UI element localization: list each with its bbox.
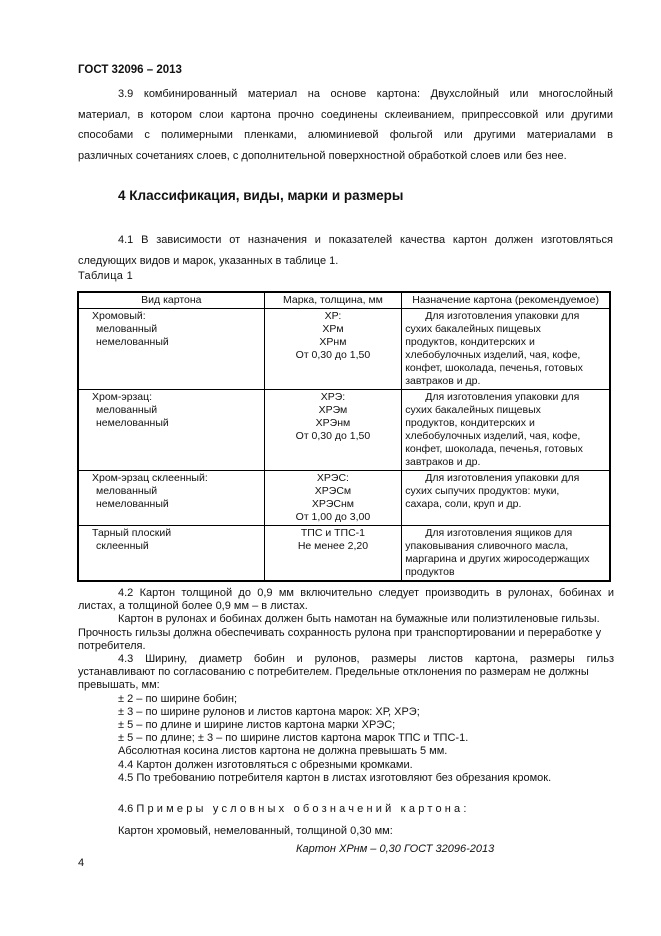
cell-line: Хром-эрзац: bbox=[92, 391, 153, 403]
cell-line: сухих бакалейных пищевых bbox=[405, 404, 541, 416]
cell-line: Тарный плоский bbox=[92, 527, 172, 539]
cell-line: сухих бакалейных пищевых bbox=[405, 323, 541, 335]
cell-line: мелованный bbox=[96, 323, 158, 335]
paragraph-line: листах, а толщиной более 0,9 мм – в листах. bbox=[78, 600, 308, 613]
classification-table bbox=[77, 291, 611, 582]
paragraph-line: Картон в рулонах и бобинах должен быть намотан на бумажные или полиэтиленовые гильзы. bbox=[118, 613, 600, 626]
designation-example: Картон ХРнм – 0,30 ГОСТ 32096-2013 bbox=[296, 843, 495, 855]
section-4-6-title bbox=[118, 803, 470, 815]
cell-line: От 0,30 до 1,50 bbox=[295, 349, 371, 361]
cell-line: сахара, соли, круп и др. bbox=[405, 498, 522, 510]
mark-cell bbox=[264, 526, 402, 582]
cell-line: продуктов bbox=[405, 566, 455, 578]
paragraph-3-9 bbox=[78, 84, 613, 166]
cell-line: хлебобулочных изделий, чая, кофе, bbox=[405, 349, 581, 361]
cell-line: ХРЭ: bbox=[320, 391, 346, 403]
section-heading: 4 Классификация, виды, марки и размеры bbox=[118, 188, 404, 203]
paragraph-line: 4.2 Картон толщиной до 0,9 мм включительно следует производить в рулонах, бобинах и bbox=[118, 587, 614, 599]
page-number: 4 bbox=[78, 857, 85, 869]
cell-line: продуктов, кондитерских и bbox=[405, 336, 535, 348]
cell-line: мелованный bbox=[96, 404, 158, 416]
section-number: 4.6 bbox=[118, 803, 134, 815]
paragraph-line: 4.4 Картон должен изготовляться с обрезными кромками. bbox=[118, 758, 413, 771]
cell-line: маргарина и других жиросодержащих bbox=[405, 553, 590, 565]
paragraph-line: потребителя. bbox=[78, 639, 146, 652]
paragraph-line: 4.5 По требованию потребителя картон в листах изготовляют без обрезания кромок. bbox=[118, 771, 552, 784]
cell-line: продуктов, кондитерских и bbox=[405, 417, 535, 429]
type-cell bbox=[78, 526, 264, 582]
cell-line: упаковывания сливочного масла, bbox=[405, 540, 569, 552]
paragraph-line: 4.1 В зависимости от назначения и показателей качества картон должен изготовляться bbox=[118, 234, 613, 246]
paragraph-4-1 bbox=[78, 230, 613, 271]
cell-line: конфет, шоколада, печенья, готовых bbox=[405, 362, 583, 374]
document-header: ГОСТ 32096 – 2013 bbox=[78, 64, 182, 76]
column-header: Назначение картона (рекомендуемое) bbox=[402, 292, 610, 309]
table-header-row bbox=[78, 292, 610, 309]
cell-line: немелованный bbox=[96, 417, 169, 429]
tolerance-line: ± 5 – по длине и ширине листов картона марки ХРЭС; bbox=[118, 719, 396, 732]
tolerance-line: ± 2 – по ширине бобин; bbox=[118, 692, 238, 705]
table-row bbox=[78, 309, 610, 390]
cell-line: Не менее 2,20 bbox=[297, 540, 369, 552]
cell-line: ХРЭм bbox=[318, 404, 348, 416]
cell-line: мелованный bbox=[96, 485, 158, 497]
cell-line: Хромовый: bbox=[92, 310, 146, 322]
cell-line: Хром-эрзац склеенный: bbox=[92, 472, 208, 484]
cell-line: ХРм bbox=[322, 323, 344, 335]
cell-line: ХРЭСм bbox=[314, 485, 352, 497]
cell-line: Для изготовления упаковки для bbox=[425, 310, 580, 322]
paragraph-line: различных сочетаниях слоев, с дополнительной поверхностной обработкой слоев или без нее. bbox=[78, 149, 567, 162]
paragraph-line: превышать, мм: bbox=[78, 679, 160, 692]
cell-line: хлебобулочных изделий, чая, кофе, bbox=[405, 430, 581, 442]
cell-line: От 1,00 до 3,00 bbox=[295, 511, 371, 523]
table-caption: Таблица 1 bbox=[78, 270, 134, 282]
table-row bbox=[78, 471, 610, 526]
cell-line: ХР: bbox=[324, 310, 342, 322]
purpose-cell bbox=[402, 390, 610, 471]
cell-line: Для изготовления упаковки для bbox=[425, 391, 580, 403]
type-cell bbox=[78, 471, 264, 526]
cell-line: сухих сыпучих продуктов: муки, bbox=[405, 485, 560, 497]
cell-line: завтраков и др. bbox=[405, 375, 481, 387]
paragraph-line: Абсолютная косина листов картона не должна превышать 5 мм. bbox=[118, 745, 448, 758]
cell-line: ХРЭСнм bbox=[311, 498, 355, 510]
cell-line: ХРЭС: bbox=[316, 472, 349, 484]
column-header: Вид картона bbox=[78, 292, 264, 309]
tolerance-line: ± 3 – по ширине рулонов и листов картона марок: ХР, ХРЭ; bbox=[118, 705, 420, 718]
paragraph-line: материал, в котором слои картона прочно соединены склеиванием, припрессовкой или другими bbox=[78, 108, 613, 121]
cell-line: немелованный bbox=[96, 336, 169, 348]
purpose-cell bbox=[402, 526, 610, 582]
cell-line: завтраков и др. bbox=[405, 456, 481, 468]
purpose-cell bbox=[402, 309, 610, 390]
purpose-cell bbox=[402, 471, 610, 526]
table-row bbox=[78, 526, 610, 582]
cell-line: ХРЭнм bbox=[315, 417, 351, 429]
example-text: Картон хромовый, немелованный, толщиной 0,30 мм: bbox=[118, 825, 393, 837]
cell-line: ТПС и ТПС-1 bbox=[300, 527, 365, 539]
column-header: Марка, толщина, мм bbox=[264, 292, 402, 309]
paragraph-line: устанавливают по согласованию с потребителем. Предельные отклонения по размерам не должны bbox=[78, 666, 589, 679]
table-row bbox=[78, 390, 610, 471]
cell-line: От 0,30 до 1,50 bbox=[295, 430, 371, 442]
cell-line: Для изготовления упаковки для bbox=[425, 472, 580, 484]
tolerance-line: ± 5 – по длине; ± 3 – по ширине листов картона марок ТПС и ТПС-1. bbox=[118, 732, 469, 745]
cell-line: ХРнм bbox=[319, 336, 347, 348]
paragraph-line: Прочность гильзы должна обеспечивать сохранность рулона при транспортировании и переработке у bbox=[78, 626, 602, 639]
cell-line: Для изготовления ящиков для bbox=[425, 527, 573, 539]
paragraph-line: способами с полимерными пленками, алюминиевой фольгой или другими материалами в bbox=[78, 129, 613, 141]
paragraphs-4-2-to-4-5 bbox=[78, 587, 614, 785]
type-cell bbox=[78, 309, 264, 390]
type-cell bbox=[78, 390, 264, 471]
paragraph-line: 4.3 Ширину, диаметр бобин и рулонов, размеры листов картона, размеры гильз bbox=[118, 653, 614, 666]
mark-cell bbox=[264, 309, 402, 390]
paragraph-line: следующих видов и марок, указанных в таблице 1. bbox=[78, 254, 339, 267]
cell-line: немелованный bbox=[96, 498, 169, 510]
section-title-spaced: Примеры условных обозначений картона: bbox=[136, 803, 470, 815]
cell-line: конфет, шоколада, печенья, готовых bbox=[405, 443, 583, 455]
mark-cell bbox=[264, 471, 402, 526]
paragraph-line: 3.9 комбинированный материал на основе картона: Двухслойный или многослойный bbox=[118, 88, 613, 100]
cell-line: склеенный bbox=[96, 540, 149, 552]
mark-cell bbox=[264, 390, 402, 471]
